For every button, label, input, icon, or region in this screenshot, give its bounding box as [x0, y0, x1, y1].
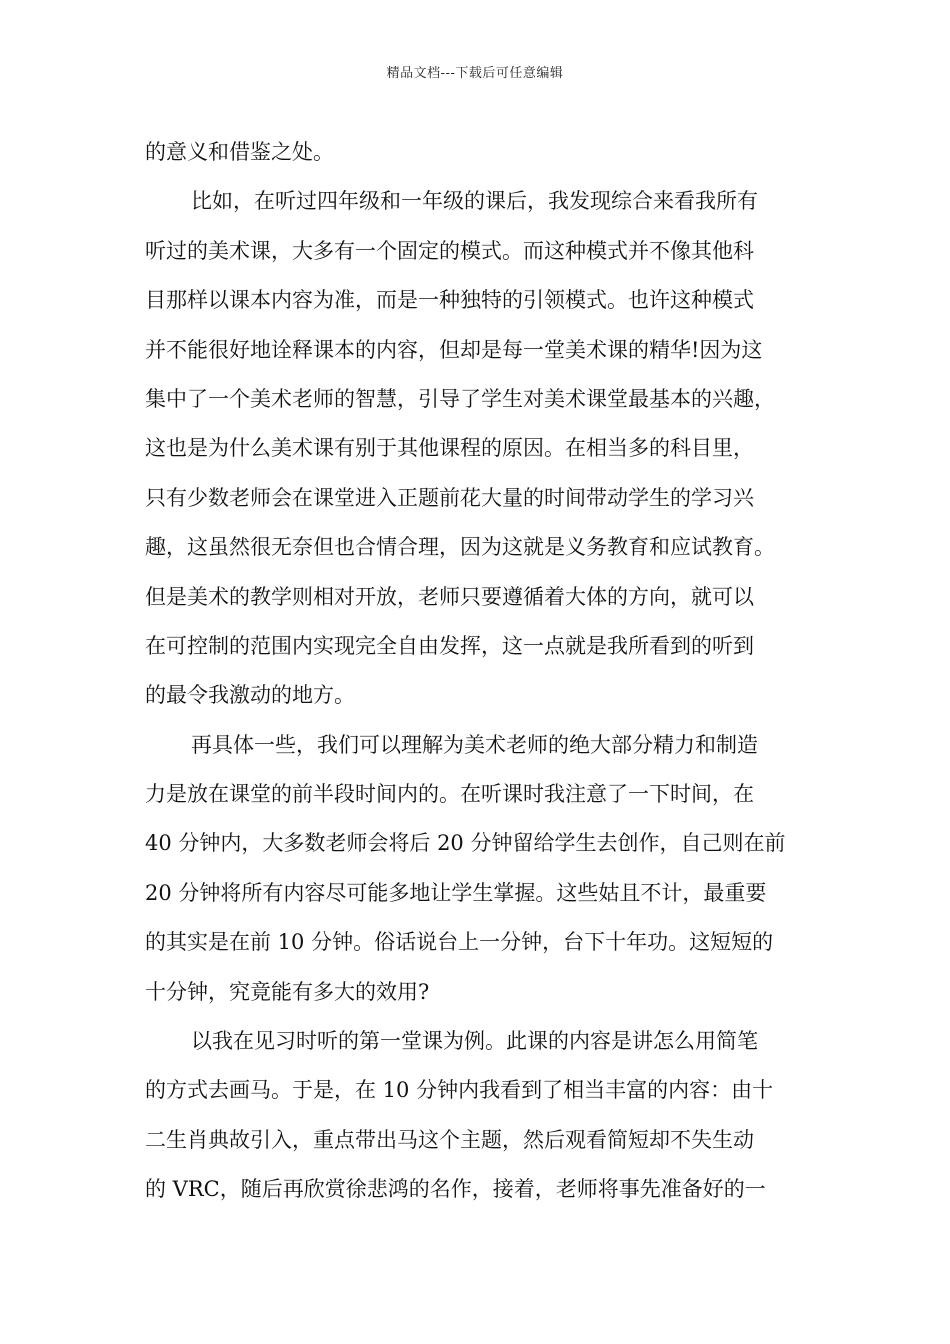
text-line: 的最令我激动的地方。: [145, 683, 355, 708]
text-line: 集中了一个美术老师的智慧，引导了学生对美术课堂最基本的兴趣，: [145, 386, 775, 411]
document-body: [145, 128, 815, 1215]
text-line: 并不能很好地诠释课本的内容，但却是每一堂美术课的精华!因为这: [145, 337, 763, 362]
text-line: 目那样以课本内容为准，而是一种独特的引领模式。也许这种模式: [145, 288, 754, 313]
text-line: 的 VRC，随后再欣赏徐悲鸿的名作，接着，老师将事先准备好的一: [145, 1177, 766, 1202]
text-line: 的其实是在前 10 分钟。俗话说台上一分钟，台下十年功。这短短的: [145, 930, 774, 955]
text-line: 十分钟，究竟能有多大的效用?: [145, 979, 430, 1004]
text-line: 只有少数老师会在课堂进入正题前花大量的时间带动学生的学习兴: [145, 485, 754, 510]
text-line: 在可控制的范围内实现完全自由发挥，这一点就是我所看到的听到: [145, 633, 754, 658]
text-line: 这也是为什么美术课有别于其他课程的原因。在相当多的科目里，: [145, 436, 754, 461]
text-line: 40 分钟内，大多数老师会将后 20 分钟留给学生去创作，自己则在前: [145, 831, 786, 856]
text-line: 的方式去画马。于是，在 10 分钟内我看到了相当丰富的内容：由十: [145, 1078, 774, 1103]
page-header: 精品文档---下载后可任意编辑: [386, 66, 564, 81]
text-line: 听过的美术课，大多有一个固定的模式。而这种模式并不像其他科: [145, 238, 754, 263]
text-line: 趣，这虽然很无奈但也合情合理，因为这就是义务教育和应试教育。: [145, 535, 775, 560]
text-line: 以我在见习时听的第一堂课为例。此课的内容是讲怎么用简笔: [191, 1029, 758, 1054]
text-line: 二生肖典故引入，重点带出马这个主题，然后观看简短却不失生动: [145, 1127, 754, 1152]
text-line: 比如，在听过四年级和一年级的课后，我发现综合来看我所有: [191, 189, 758, 214]
text-line: 的意义和借鉴之处。: [145, 140, 334, 164]
text-line: 20 分钟将所有内容尽可能多地让学生掌握。这些姑且不计，最重要: [145, 880, 767, 905]
text-line: 但是美术的教学则相对开放，老师只要遵循着大体的方向，就可以: [145, 584, 754, 609]
text-line: 力是放在课堂的前半段时间内的。在听课时我注意了一下时间，在: [145, 782, 754, 807]
text-line: 再具体一些，我们可以理解为美术老师的绝大部分精力和制造: [191, 732, 758, 757]
